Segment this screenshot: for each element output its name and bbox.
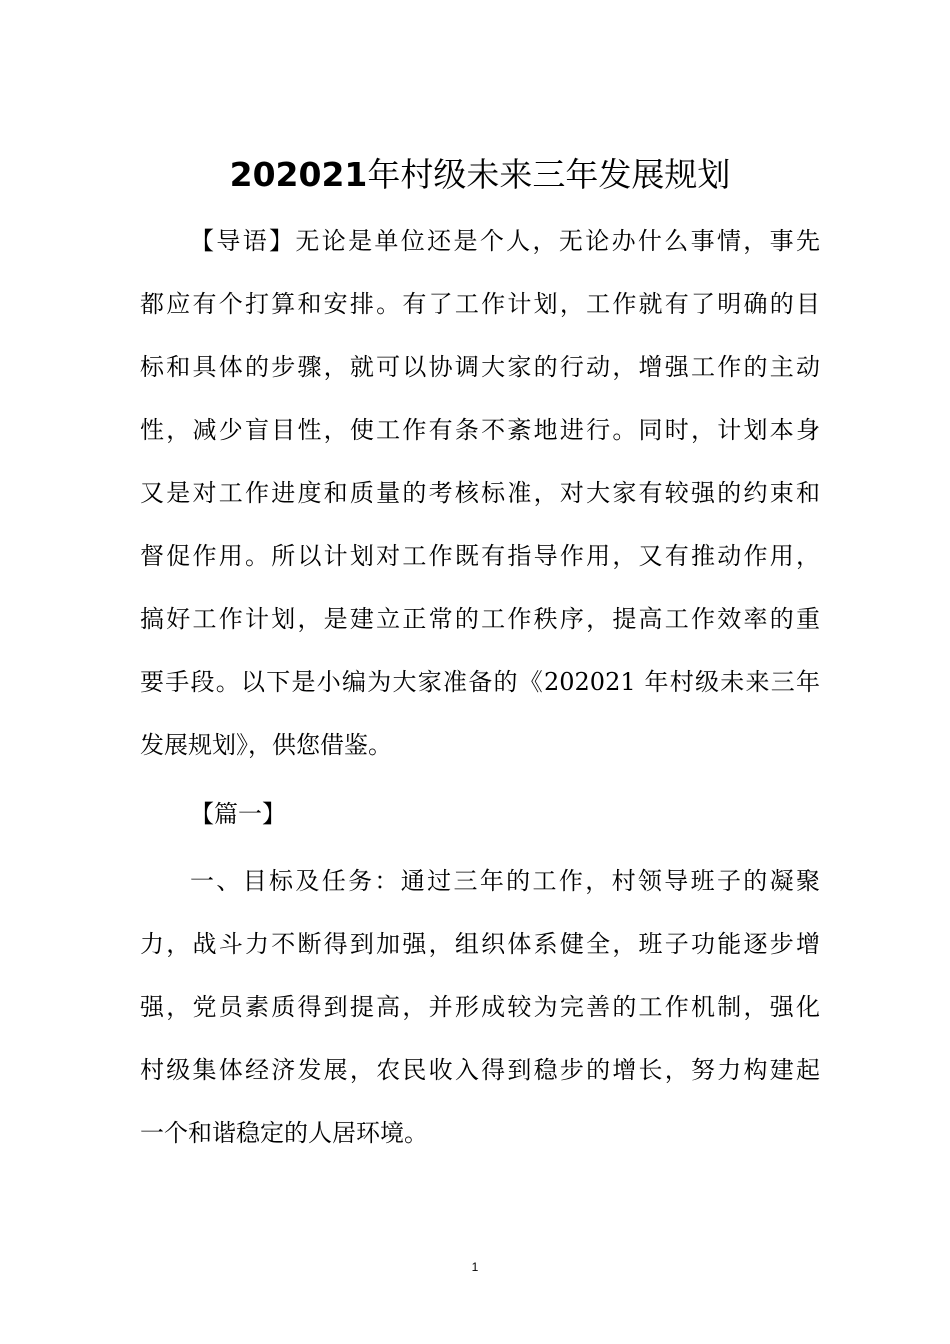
section-heading-block xyxy=(140,783,820,846)
intro-line: 督促作用。所以计划对工作既有指导作用，又有推动作用， xyxy=(140,542,820,570)
page-number: 1 xyxy=(471,1260,479,1274)
document-title xyxy=(140,150,820,200)
intro-line: 标和具体的步骤，就可以协调大家的行动，增强工作的主动 xyxy=(140,353,820,381)
section-heading: 【篇一】 xyxy=(190,800,286,828)
intro-line: 都应有个打算和安排。有了工作计划，工作就有了明确的目 xyxy=(140,290,820,318)
section-line: 强，党员素质得到提高，并形成较为完善的工作机制，强化 xyxy=(140,993,820,1021)
intro-line: 要手段。以下是小编为大家准备的《202021 年村级未来三年 xyxy=(140,668,820,696)
section-line: 一个和谐稳定的人居环境。 xyxy=(140,1119,428,1147)
intro-line: 搞好工作计划，是建立正常的工作秩序，提高工作效率的重 xyxy=(140,605,820,633)
title-number: 202021 xyxy=(229,155,368,194)
section-line: 力，战斗力不断得到加强，组织体系健全，班子功能逐步增 xyxy=(140,930,820,958)
intro-line: 性，减少盲目性，使工作有条不紊地进行。同时，计划本身 xyxy=(140,416,820,444)
intro-paragraph xyxy=(140,210,820,777)
intro-line: 发展规划》，供您借鉴。 xyxy=(140,731,392,759)
section-paragraph xyxy=(140,850,820,1165)
intro-line: 又是对工作进度和质量的考核标准，对大家有较强的约束和 xyxy=(140,479,820,507)
section-line: 一、目标及任务：通过三年的工作，村领导班子的凝聚 xyxy=(190,867,820,895)
title-text: 年村级未来三年发展规划 xyxy=(367,155,731,194)
section-line: 村级集体经济发展，农民收入得到稳步的增长，努力构建起 xyxy=(140,1056,820,1084)
intro-line: 【导语】无论是单位还是个人，无论办什么事情，事先 xyxy=(190,227,820,255)
